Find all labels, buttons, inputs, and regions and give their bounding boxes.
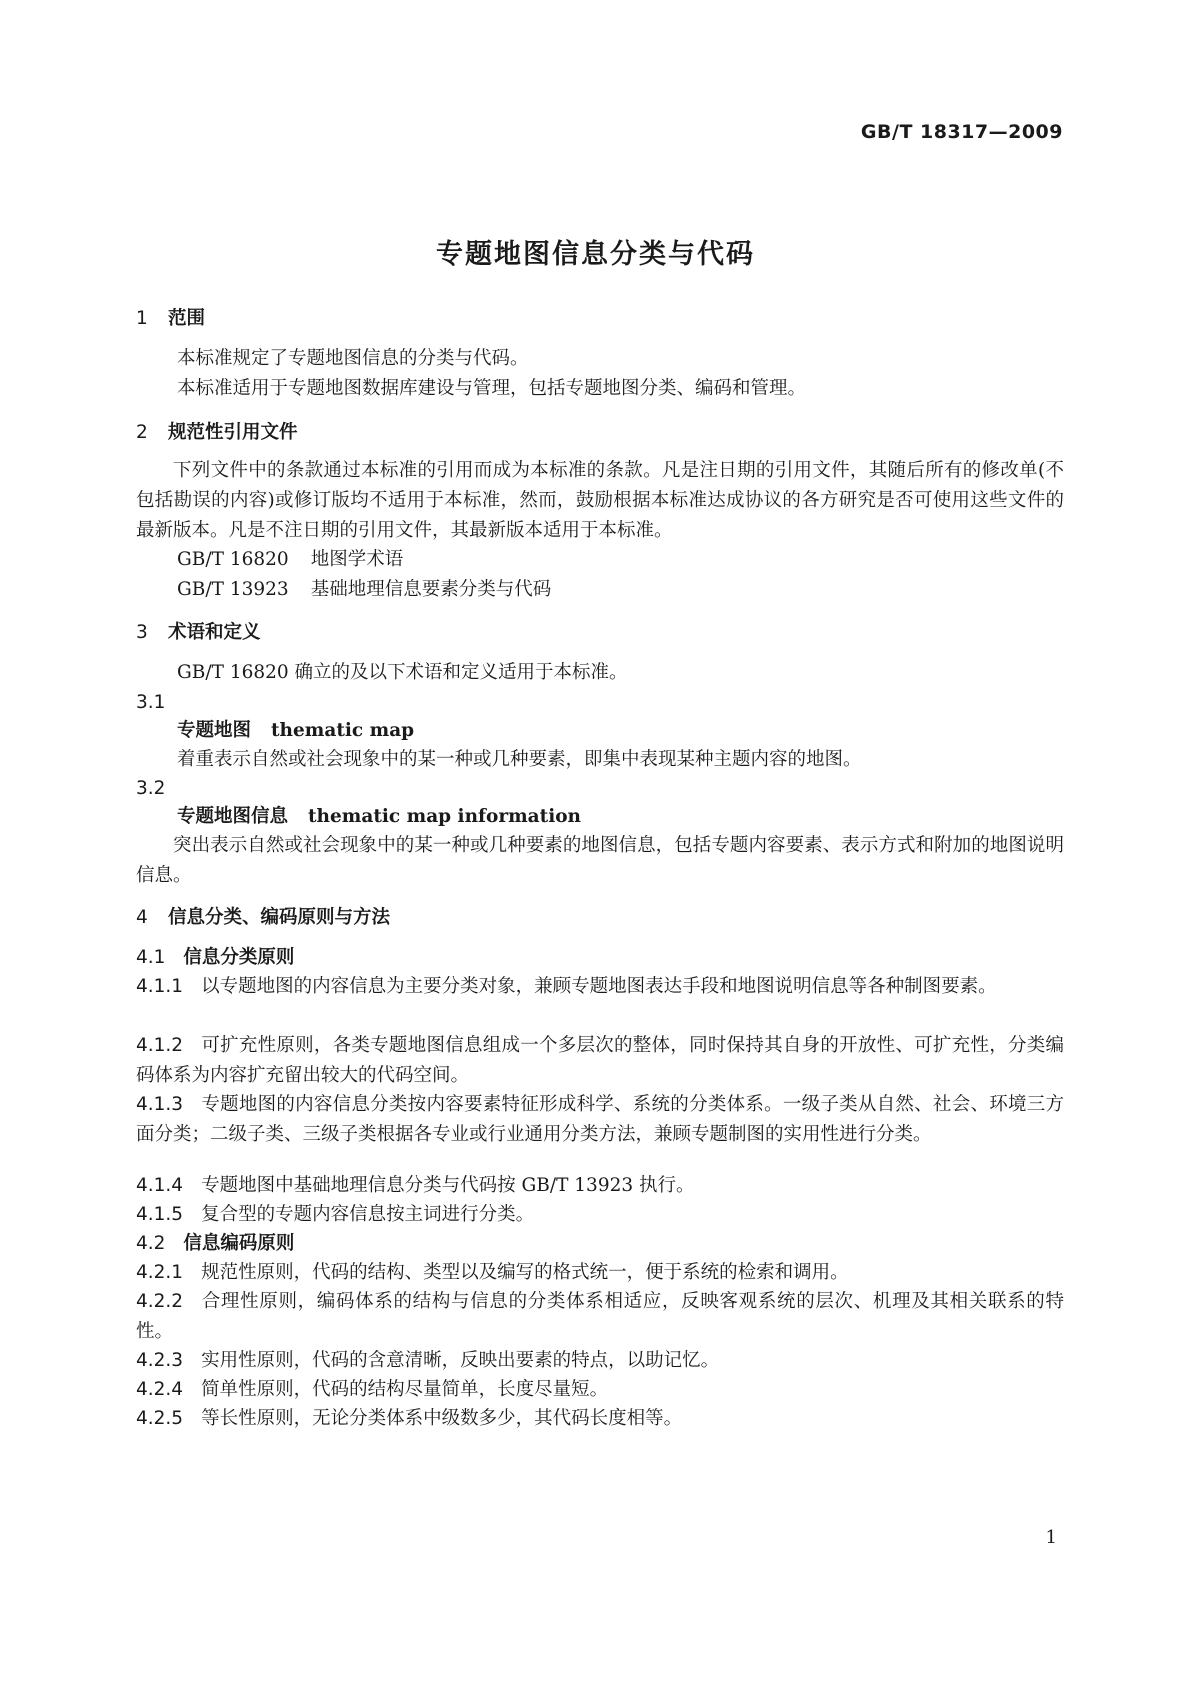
section-title: 范围 xyxy=(168,308,206,329)
clause-text: 可扩充性原则，各类专题地图信息组成一个多层次的整体，同时保持其自身的开放性、可扩充性，分类编码体系为内容扩充留出较大的代码空间。 xyxy=(136,1035,1064,1086)
clause-item xyxy=(136,1031,1064,1091)
term-number: 3.1 xyxy=(136,692,166,713)
clause-item xyxy=(136,1287,1064,1347)
clause-number: 4.1.1 xyxy=(136,976,184,997)
reference-item xyxy=(136,545,1105,575)
clause-text: 合理性原则，编码体系的结构与信息的分类体系相适应，反映客观系统的层次、机理及其相关联系的特性。 xyxy=(136,1291,1064,1342)
clause-number: 4.1.5 xyxy=(136,1204,184,1225)
clause-text: 复合型的专题内容信息按主词进行分类。 xyxy=(201,1204,535,1225)
clause-number: 4.1.3 xyxy=(136,1094,184,1115)
reference-code: GB/T 13923 xyxy=(177,579,289,600)
clause-number: 4.1.2 xyxy=(136,1035,184,1056)
term-definition: 着重表示自然或社会现象中的某一种或几种要素，即集中表现某种主题内容的地图。 xyxy=(177,749,862,770)
reference-code: GB/T 16820 xyxy=(177,549,289,570)
paragraph: 下列文件中的条款通过本标准的引用而成为本标准的条款。凡是注日期的引用文件，其随后所有的修改单(不包括勘误的内容)或修订版均不适用于本标准，然而，鼓励根据本标准达成协议的各方研究是否可使用这些文件的最新版本。凡是不注日期的引用文件，其最新版本适用于本标准。 xyxy=(136,460,1064,541)
clause-number: 4.2.1 xyxy=(136,1262,184,1283)
term-en: thematic map xyxy=(271,720,415,741)
page-number: 1 xyxy=(1045,1527,1057,1548)
subsection-4-1-heading: 4.1 信息分类原则 xyxy=(136,947,295,968)
section-number: 4 xyxy=(136,907,148,928)
section-number: 1 xyxy=(136,308,148,329)
section-title: 信息分类、编码原则与方法 xyxy=(168,907,391,928)
clause-number: 4.2.2 xyxy=(136,1291,184,1312)
clause-text: 实用性原则，代码的含意清晰，反映出要素的特点，以助记忆。 xyxy=(201,1350,720,1371)
section-number: 2 xyxy=(136,422,148,443)
clause-number: 4.1.4 xyxy=(136,1175,184,1196)
clause-item xyxy=(136,1258,1064,1288)
clause-text: 专题地图中基础地理信息分类与代码按 GB/T 13923 执行。 xyxy=(201,1175,695,1196)
section-2-heading xyxy=(136,418,1064,448)
term-zh: 专题地图 xyxy=(177,720,252,741)
paragraph: 本标准适用于专题地图数据库建设与管理，包括专题地图分类、编码和管理。 xyxy=(177,378,807,399)
clause-number: 4.2.5 xyxy=(136,1408,184,1429)
reference-name: 基础地理信息要素分类与代码 xyxy=(310,579,552,600)
clause-text: 规范性原则，代码的结构、类型以及编写的格式统一，便于系统的检索和调用。 xyxy=(201,1262,849,1283)
section-title: 术语和定义 xyxy=(168,622,261,643)
reference-name: 地图学术语 xyxy=(310,549,404,570)
term-definition: 突出表示自然或社会现象中的某一种或几种要素的地图信息，包括专题内容要素、表示方式和附加的地图说明信息。 xyxy=(136,835,1064,886)
clause-item xyxy=(136,1346,1064,1376)
clause-text: 以专题地图的内容信息为主要分类对象，兼顾专题地图表达手段和地图说明信息等各种制图要素。 xyxy=(201,976,997,997)
term-en: thematic map information xyxy=(308,806,582,827)
section-4-heading xyxy=(136,903,1064,933)
clause-number: 4.2.3 xyxy=(136,1350,184,1371)
clause-item xyxy=(136,1200,1064,1230)
section-number: 3 xyxy=(136,622,148,643)
clause-text: 专题地图的内容信息分类按内容要素特征形成科学、系统的分类体系。一级子类从自然、社会、环境三方面分类；二级子类、三级子类根据各专业或行业通用分类方法，兼顾专题制图的实用性进行分类。 xyxy=(136,1094,1064,1145)
paragraph: 本标准规定了专题地图信息的分类与代码。 xyxy=(177,348,529,369)
clause-item xyxy=(136,972,1064,1002)
section-title: 规范性引用文件 xyxy=(168,422,298,443)
reference-item xyxy=(136,575,1105,605)
clause-number: 4.2.4 xyxy=(136,1379,184,1400)
term-number: 3.2 xyxy=(136,778,166,799)
term-heading xyxy=(136,716,1105,746)
paragraph: GB/T 16820 确立的及以下术语和定义适用于本标准。 xyxy=(177,662,628,683)
clause-item xyxy=(136,1404,1064,1434)
section-1-heading xyxy=(136,304,1064,334)
document-title: 专题地图信息分类与代码 xyxy=(436,239,755,270)
standard-number: GB/T 18317—2009 xyxy=(860,121,1063,143)
subsection-4-2-heading: 4.2 信息编码原则 xyxy=(136,1233,295,1254)
clause-item xyxy=(136,1090,1064,1150)
section-3-heading xyxy=(136,618,1064,648)
term-heading xyxy=(136,802,1105,832)
clause-item xyxy=(136,1171,1064,1201)
clause-text: 等长性原则，无论分类体系中级数多少，其代码长度相等。 xyxy=(201,1408,683,1429)
clause-item xyxy=(136,1375,1064,1405)
clause-text: 简单性原则，代码的结构尽量简单，长度尽量短。 xyxy=(201,1379,609,1400)
term-zh: 专题地图信息 xyxy=(177,806,289,827)
